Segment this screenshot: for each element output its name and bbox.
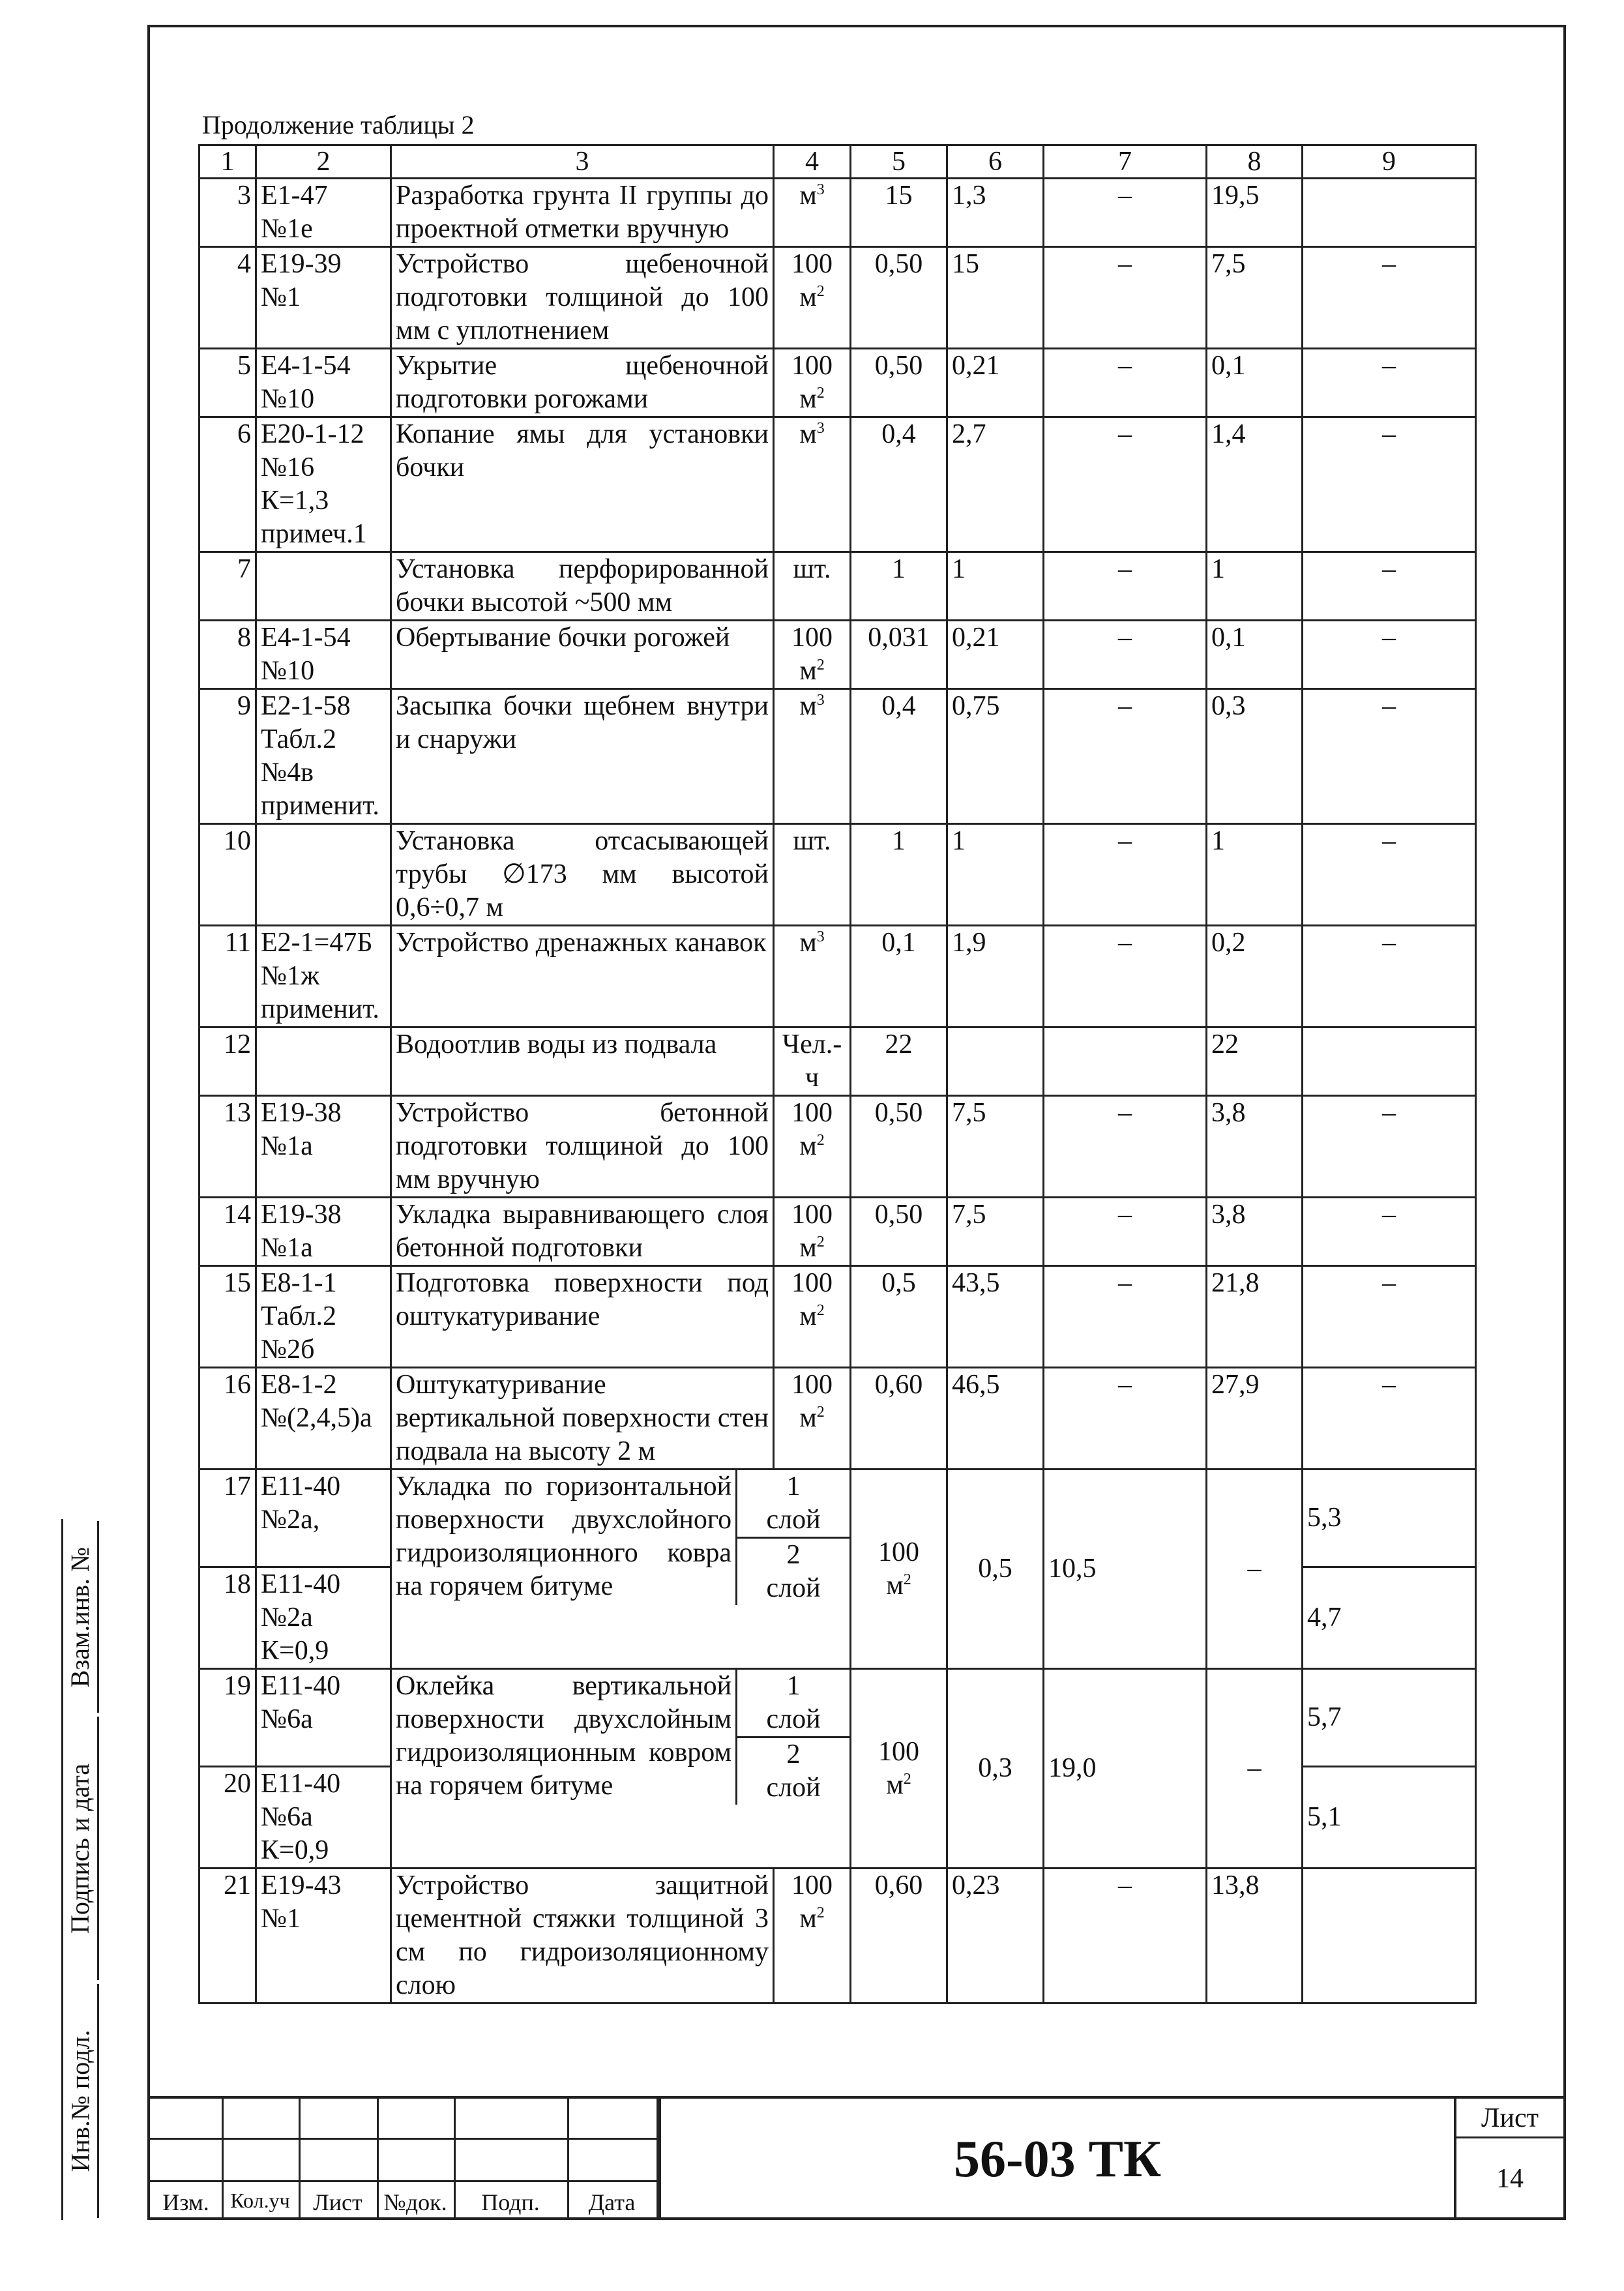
row-col5: 1	[851, 824, 947, 926]
table-row	[199, 349, 1476, 417]
sheet-number: 14	[1496, 2164, 1524, 2194]
row-number: 14	[199, 1198, 256, 1266]
row-unit: 100 $м^2$	[774, 1869, 851, 2003]
side-inv-podl	[61, 1982, 95, 2220]
row-col7: –	[1044, 689, 1207, 824]
side-label-inv-podl: Инв.№ подл.	[65, 2030, 95, 2172]
row-col8: 19,5	[1207, 179, 1303, 247]
stamp-kol: Кол.уч	[230, 2189, 290, 2212]
table-row	[199, 1027, 1476, 1096]
row-col8: 3,8	[1207, 1198, 1303, 1266]
group1-row	[199, 1470, 1476, 1567]
row-col6: 0,21	[947, 621, 1044, 689]
header-cell-5: 5	[851, 145, 947, 179]
row-col5: 0,1	[851, 926, 947, 1027]
row-unit: 100 $м^2$	[774, 247, 851, 349]
row-code: Е8-1-1 Табл.2 №2б	[256, 1266, 391, 1368]
row-col8: 1	[1207, 552, 1303, 621]
row-col5: 0,4	[851, 689, 947, 824]
table-row	[199, 1368, 1476, 1470]
header-cell-4: 4	[774, 145, 851, 179]
row-description: Укладка выравнивающего слоя бетонной подготовки	[391, 1198, 774, 1266]
row-col6: 46,5	[947, 1368, 1044, 1470]
row-number: 18	[199, 1567, 256, 1669]
row-col8: 0,1	[1207, 349, 1303, 417]
row-col8: 27,9	[1207, 1368, 1303, 1470]
row-number: 15	[199, 1266, 256, 1368]
row-col6: 1	[947, 552, 1044, 621]
row-code	[256, 552, 391, 621]
row-unit: шт.	[774, 552, 851, 621]
row-code: Е11-40 №2а К=0,9	[256, 1567, 391, 1669]
row-number: 20	[199, 1767, 256, 1869]
row-code: Е20-1-12 №16 К=1,3 примеч.1	[256, 417, 391, 552]
row-col5: 1	[851, 552, 947, 621]
row-col9: –	[1303, 1368, 1476, 1470]
row-col7: –	[1044, 1368, 1207, 1470]
row-col7	[1044, 1027, 1207, 1096]
row-col9: –	[1303, 1198, 1476, 1266]
row-unit: 100 $м^2$	[774, 621, 851, 689]
row-description: Подготовка поверхности под оштукатуривание	[391, 1266, 774, 1368]
row-col7: –	[1044, 179, 1207, 247]
row-col7: –	[1044, 552, 1207, 621]
row-col6: 2,7	[947, 417, 1044, 552]
row-unit: 100 $м^2$	[774, 1368, 851, 1470]
row-col7: –	[1044, 1869, 1207, 2003]
row-col9	[1303, 1869, 1476, 2003]
row-col8: 0,1	[1207, 621, 1303, 689]
header-cell-6: 6	[947, 145, 1044, 179]
row-number: 9	[199, 689, 256, 824]
row-col9: –	[1303, 689, 1476, 824]
row-col5: 0,60	[851, 1869, 947, 2003]
group1-layer: 1 слой	[737, 1470, 849, 1538]
row-col7: –	[1044, 247, 1207, 349]
row-col5: 0,60	[851, 1368, 947, 1470]
row-col7: –	[1044, 1096, 1207, 1198]
row-unit: $м^3$	[774, 926, 851, 1027]
row-code: Е2-1-58 Табл.2 №4в применит.	[256, 689, 391, 824]
row-number: 8	[199, 621, 256, 689]
table-header-row	[199, 145, 1476, 179]
row-unit: шт.	[774, 824, 851, 926]
row-col7: –	[1044, 926, 1207, 1027]
row-col9: –	[1303, 926, 1476, 1027]
row-col9	[1303, 179, 1476, 247]
title-block	[150, 2096, 1563, 2220]
row-code: Е19-38 №1а	[256, 1198, 391, 1266]
side-label-podpis: Подпись и дата	[65, 1763, 95, 1934]
row-code: Е1-47 №1е	[256, 179, 391, 247]
row-col6: 0,21	[947, 349, 1044, 417]
row-col5: 0,50	[851, 349, 947, 417]
row-col8: 0,3	[1207, 689, 1303, 824]
row-code: Е11-40 №6а К=0,9	[256, 1767, 391, 1869]
row-code: Е4-1-54 №10	[256, 349, 391, 417]
row-description: Разработка грунта II группы до проектной отметки вручную	[391, 179, 774, 247]
row-number: 4	[199, 247, 256, 349]
row-col8: 3,8	[1207, 1096, 1303, 1198]
table-row	[199, 926, 1476, 1027]
group2-col8: 5,1	[1303, 1767, 1476, 1869]
row-unit: $м^3$	[774, 417, 851, 552]
row-col7: –	[1044, 349, 1207, 417]
row-number: 13	[199, 1096, 256, 1198]
group1-description: Укладка по горизонтальной поверхности двухслойного гидроизоляционного ковра на горячем битуме	[392, 1470, 737, 1605]
row-description: Засыпка бочки щебнем внутри и снаружи	[391, 689, 774, 824]
row-col5: 0,031	[851, 621, 947, 689]
row-col5: 0,50	[851, 1096, 947, 1198]
row-col5: 0,4	[851, 417, 947, 552]
row-col7: –	[1044, 1266, 1207, 1368]
group1-unit: 100 $м^2$	[851, 1470, 947, 1669]
header-cell-3: 3	[391, 145, 774, 179]
row-col6: 7,5	[947, 1096, 1044, 1198]
row-unit: 100 $м^2$	[774, 1266, 851, 1368]
row-col6: 0,23	[947, 1869, 1044, 2003]
stamp-data: Дата	[588, 2189, 636, 2215]
row-col6: 0,75	[947, 689, 1044, 824]
row-col5: 15	[851, 179, 947, 247]
row-description: Установка перфорированной бочки высотой ~500 мм	[391, 552, 774, 621]
row-col9: –	[1303, 1096, 1476, 1198]
row-col8: 0,2	[1207, 926, 1303, 1027]
row-number: 5	[199, 349, 256, 417]
row-col9: –	[1303, 349, 1476, 417]
row-code	[256, 1027, 391, 1096]
group2-row	[199, 1669, 1476, 1767]
row-number: 21	[199, 1869, 256, 2003]
header-cell-2: 2	[256, 145, 391, 179]
group1-col8: 4,7	[1303, 1567, 1476, 1669]
row-col5: 0,50	[851, 247, 947, 349]
row-col7: –	[1044, 1198, 1207, 1266]
table-row	[199, 824, 1476, 926]
row-number: 10	[199, 824, 256, 926]
row-col8: 1,4	[1207, 417, 1303, 552]
row-col5: 22	[851, 1027, 947, 1096]
row-col8: 13,8	[1207, 1869, 1303, 2003]
row-col7: –	[1044, 824, 1207, 926]
group2-layer: 2 слой	[766, 1739, 821, 1803]
row-description: Устройство защитной цементной стяжки толщиной 3 см по гидроизоляционному слою	[391, 1869, 774, 2003]
side-label-zam-inv: Взам.инв. №	[65, 1546, 95, 1687]
header-cell-1: 1	[199, 145, 256, 179]
row-code: Е8-1-2 №(2,4,5)а	[256, 1368, 391, 1470]
row-unit: 100 $м^2$	[774, 349, 851, 417]
row-unit: $м^3$	[774, 689, 851, 824]
row-code: Е19-38 №1а	[256, 1096, 391, 1198]
row-col9: –	[1303, 247, 1476, 349]
row-col9: –	[1303, 621, 1476, 689]
row-col6: 1	[947, 824, 1044, 926]
row-unit: $м^3$	[774, 179, 851, 247]
table-row	[199, 1096, 1476, 1198]
row-code: Е19-43 №1	[256, 1869, 391, 2003]
header-cell-7: 7	[1044, 145, 1207, 179]
row-code	[256, 824, 391, 926]
stamp-podp: Подп.	[481, 2189, 540, 2215]
group1-col7: –	[1207, 1470, 1303, 1669]
group2-col5: 0,3	[947, 1669, 1044, 1869]
row-col6: 7,5	[947, 1198, 1044, 1266]
group1-layer: 2 слой	[766, 1540, 821, 1603]
row-code: Е4-1-54 №10	[256, 621, 391, 689]
group2-col8: 5,7	[1303, 1669, 1476, 1767]
side-podpis	[61, 1715, 95, 1982]
table-row	[199, 689, 1476, 824]
row-description: Установка отсасывающей трубы ∅173 мм высотой 0,6÷0,7 м	[391, 824, 774, 926]
table-row	[199, 247, 1476, 349]
group1-col8: 5,3	[1303, 1470, 1476, 1567]
table-caption: Продолжение таблицы 2	[202, 110, 475, 140]
row-description: Устройство дренажных канавок	[391, 926, 774, 1027]
row-col8: 7,5	[1207, 247, 1303, 349]
row-col6: 43,5	[947, 1266, 1044, 1368]
row-col8: 21,8	[1207, 1266, 1303, 1368]
table-row	[199, 179, 1476, 247]
row-col5: 0,50	[851, 1198, 947, 1266]
row-number: 6	[199, 417, 256, 552]
header-cell-8: 8	[1207, 145, 1303, 179]
row-col6: 15	[947, 247, 1044, 349]
stamp-ndok: №док.	[383, 2189, 447, 2215]
table-row	[199, 552, 1476, 621]
stamp-list: Лист	[313, 2189, 362, 2215]
row-description: Устройство бетонной подготовки толщиной до 100 мм вручную	[391, 1096, 774, 1198]
table-row	[199, 621, 1476, 689]
row-description: Обертывание бочки рогожей	[391, 621, 774, 689]
row-unit: Чел.-ч	[774, 1027, 851, 1096]
table-row	[199, 1198, 1476, 1266]
row-col6	[947, 1027, 1044, 1096]
row-col7: –	[1044, 417, 1207, 552]
row-description: Устройство щебеночной подготовки толщиной до 100 мм с уплотнением	[391, 247, 774, 349]
row-col9: –	[1303, 824, 1476, 926]
sheet-label: Лист	[1456, 2100, 1563, 2138]
row-description: Оштукатуривание вертикальной поверхности стен подвала на высоту 2 м	[391, 1368, 774, 1470]
row-description: Укрытие щебеночной подготовки рогожами	[391, 349, 774, 417]
row-col7: –	[1044, 621, 1207, 689]
table-row	[199, 417, 1476, 552]
row-col8: 22	[1207, 1027, 1303, 1096]
row-col9: –	[1303, 1266, 1476, 1368]
group2-unit: 100 $м^2$	[851, 1669, 947, 1869]
row-number: 16	[199, 1368, 256, 1470]
group2-layer: 1 слой	[737, 1670, 849, 1737]
row-description: Водоотлив воды из подвала	[391, 1027, 774, 1096]
group2-col7: –	[1207, 1669, 1303, 1869]
row-col9: –	[1303, 417, 1476, 552]
document-code: 56-03 ТК	[658, 2099, 1456, 2220]
row-unit: 100 $м^2$	[774, 1096, 851, 1198]
row-number: 17	[199, 1470, 256, 1567]
row-number: 11	[199, 926, 256, 1027]
group2-description: Оклейка вертикальной поверхности двухслойным гидроизоляционным ковром на горячем битуме	[392, 1670, 737, 1805]
row-code: Е11-40 №6а	[256, 1669, 391, 1767]
row-col8: 1	[1207, 824, 1303, 926]
table-row	[199, 1266, 1476, 1368]
group2-col6: 19,0	[1044, 1669, 1207, 1869]
group1-col5: 0,5	[947, 1470, 1044, 1669]
row-number: 19	[199, 1669, 256, 1767]
header-cell-9: 9	[1303, 145, 1476, 179]
stamp-izm: Изм.	[162, 2189, 209, 2215]
row-col6: 1,9	[947, 926, 1044, 1027]
row-col9	[1303, 1027, 1476, 1096]
row-code: Е11-40 №2а,	[256, 1470, 391, 1567]
row-unit: 100 $м^2$	[774, 1198, 851, 1266]
group1-description-block	[391, 1470, 851, 1669]
row-number: 3	[199, 179, 256, 247]
works-table	[198, 144, 1477, 2004]
row-col6: 1,3	[947, 179, 1044, 247]
row-col5: 0,5	[851, 1266, 947, 1368]
row-description: Копание ямы для установки бочки	[391, 417, 774, 552]
sheet-box	[1456, 2099, 1563, 2220]
row-code: Е2-1=47Б №1ж применит.	[256, 926, 391, 1027]
row-code: Е19-39 №1	[256, 247, 391, 349]
side-zam-inv	[61, 1519, 95, 1715]
row-col9: –	[1303, 552, 1476, 621]
row-number: 7	[199, 552, 256, 621]
group2-description-block	[391, 1669, 851, 1869]
group1-col6: 10,5	[1044, 1470, 1207, 1669]
row-number: 12	[199, 1027, 256, 1096]
table-row	[199, 1869, 1476, 2003]
